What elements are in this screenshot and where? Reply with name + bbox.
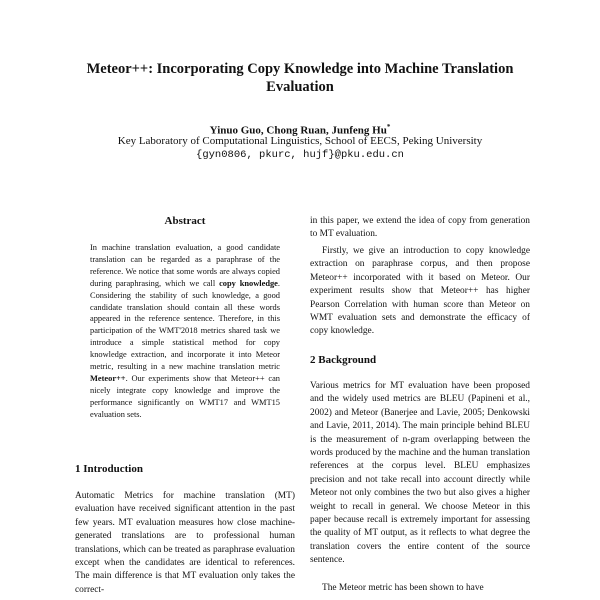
abstract-heading: Abstract: [164, 215, 206, 227]
abstract-bold-copy-knowledge: copy knowledge: [219, 278, 278, 288]
abstract-bold-meteorpp: Meteor++: [90, 373, 126, 383]
abstract-text-3: . Our experiments show that Meteor++ can nicely integrate copy knowledge and improve the performance significantly on WMT17 and WMT15 evaluation sets.: [90, 373, 280, 419]
introduction-paragraph-2: Firstly, we give an introduction to copy knowledge extraction on paraphrase corpus, and then propose Meteor++ incorporated with it based on Meteor. Our experiment results show that Meteor++ has higher Pearson Correlation with human score than Meteor on WMT evaluation sets and demonstrate the efficacy of copy knowledge.: [310, 246, 530, 337]
author-footnote-mark: *: [386, 123, 391, 131]
introduction-continued: in this paper, we extend the idea of copy from generation to MT evaluation.: [310, 216, 530, 240]
left-column: [75, 0, 295, 600]
right-column: [310, 0, 530, 600]
introduction-heading: 1 Introduction: [75, 463, 143, 475]
abstract-text-2: . Considering the stability of such knowledge, a good candidate translation should contain all these words appeared in the reference sentence. Therefore, in this participation of the WMT'2018 metrics shared task we introduce a simple statistical method for copy knowledge extraction, and incorporate it into Meteor metric, resulting in a new machine translation metric: [90, 278, 280, 372]
email: {gyn0806, pkurc, hujf}@pku.edu.cn: [196, 149, 404, 161]
background-paragraph-2: The Meteor metric has been shown to have: [322, 583, 484, 593]
abstract-text-1: In machine translation evaluation, a good candidate translation can be regarded as a paraphrase of the reference. We notice that some words are always copied during paraphrasing, which we call: [90, 243, 280, 288]
background-heading: 2 Background: [310, 354, 377, 366]
author-names: Yinuo Guo, Chong Ruan, Junfeng Hu: [209, 124, 387, 137]
introduction-paragraph: Automatic Metrics for machine translation (MT) evaluation have received significant attention in the past few years. MT evaluation measures how close machine-generated translations are to professional human translations, which can be treated as paraphrase evaluation except when the candidates are identical to references. The main difference is that MT evaluation only takes the correct-: [75, 491, 295, 595]
affiliation: Key Laboratory of Computational Linguistics, School of EECS, Peking University: [117, 135, 483, 147]
background-paragraph-1: Various metrics for MT evaluation have been proposed and the widely used metrics are BLEU (Papineni et al., 2002) and Meteor (Banerjee and Lavie, 2005; Denkowski and Lavie, 2011, 2014). The main principle behind BLEU is the measurement of n-gram overlapping between the words produced by the machine and the human translation references at the corpus level. BLEU emphasizes precision and not take recall into account directly while Meteor not only combines the two but also gives a higher weight to recall in general. We choose Meteor in this paper because recall is extremely important for assessing the quality of MT output, as it reflects to what degree the translation covers the entire content of the source sentence.: [310, 381, 530, 566]
paper-title: Meteor++: Incorporating Copy Knowledge into Machine Translation Evaluation: [86, 61, 514, 95]
abstract-body: [90, 242, 280, 421]
